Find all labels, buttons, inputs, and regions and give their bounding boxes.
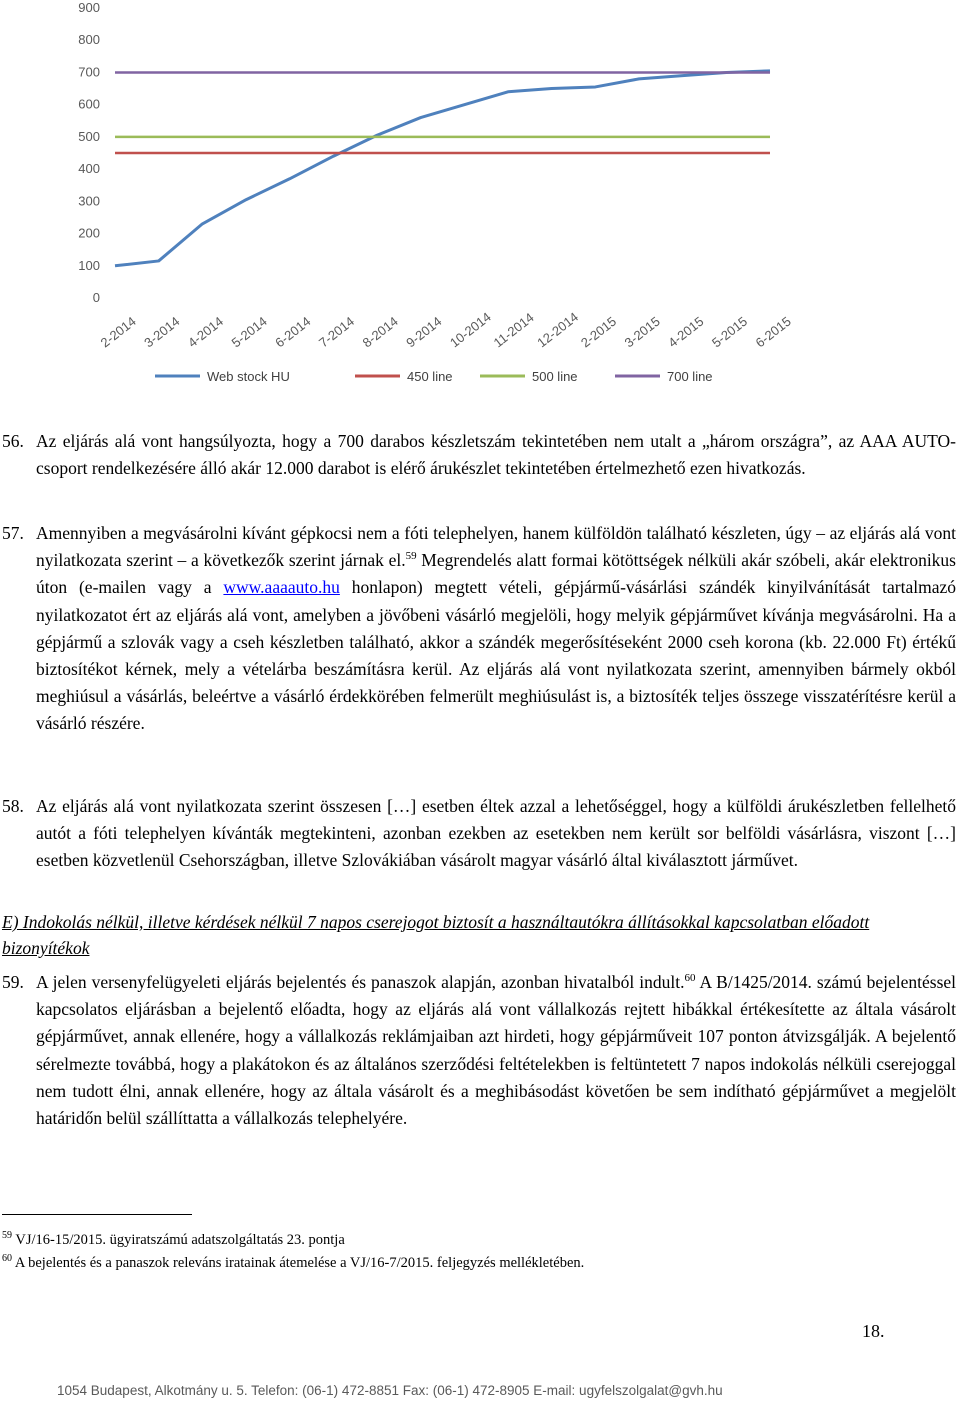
footnote-text: VJ/16-15/2015. ügyiratszámú adatszolgáltatás 23. pontja bbox=[12, 1231, 345, 1248]
paragraph-text: Az eljárás alá vont hangsúlyozta, hogy a 700 darabos készletszám tekintetében nem utalt a „három országra”, az AAA AUTO-csoport rendelkezésére álló akár 12.000 darabot is elérő árukészlet tekintetében értelmezhető ezen hivatkozás. bbox=[36, 431, 956, 479]
y-tick-label: 400 bbox=[78, 161, 100, 177]
paragraph-59 bbox=[2, 969, 957, 1132]
y-tick-label: 900 bbox=[78, 0, 100, 15]
x-tick-label: 8-2014 bbox=[359, 313, 401, 351]
paragraph-58 bbox=[2, 793, 956, 875]
y-tick-label: 800 bbox=[78, 32, 100, 48]
x-tick-label: 3-2014 bbox=[141, 313, 183, 351]
paragraph-text: honlapon) megtett vételi, gépjármű-vásárlási szándék kinyilvánítását tartalmazó nyilatkozatot ért az eljárás alá vont, amelyben a jövőbeni vásárló megjelöli, hogy melyik gépjárművet kívánja megvásárolni. Ha a gépjármű a szlovák vagy a cseh készletben található, akkor a szándék megerősítéseként 2000 cseh korona (kb. 22.000 Ft) értékű biztosítékot kérnek, mely a vételárba beszámításra kerül. Az eljárás alá vont nyilatkozata szerint, amennyiben bármely okból meghiúsul a vásárlás, beleértve a vásárló érdekkörében felmerült meghiúsulást is, a biztosíték teljes összege visszatérítésre kerül a vásárló részére. bbox=[36, 577, 956, 734]
x-tick-label: 4-2014 bbox=[184, 313, 227, 351]
footnote-number: 59 bbox=[2, 1230, 12, 1241]
paragraph-57 bbox=[2, 520, 956, 738]
x-tick-label: 7-2014 bbox=[315, 313, 358, 351]
x-tick-label: 9-2014 bbox=[403, 313, 445, 351]
paragraph-text: Az eljárás alá vont nyilatkozata szerint összesen […] esetben éltek azzal a lehetőséggel, hogy a külföldi árukészletben fellelhető autót a fóti telephelyen kívánták megtekinteni, azonban ezekben az esetekben nem került sor belföldi vásárlásra, viszont […] esetben közvetlenül Csehországban, illetve Szlovákiában vásárolt magyar vásárló által kiválasztott járművet. bbox=[36, 796, 956, 871]
series-line-web-stock-hu bbox=[115, 71, 770, 266]
paragraph-text: Amennyiben a megvásárolni kívánt gépkocsi nem a fóti telephelyen, hanem külföldön található készleten, úgy – az eljárás alá vont nyilatkozata szerint – a következők szerint járnak el. bbox=[36, 523, 956, 571]
legend-label: Web stock HU bbox=[207, 369, 290, 384]
x-tick-label: 4-2015 bbox=[665, 313, 707, 351]
paragraph-number: 59. bbox=[2, 972, 24, 992]
section-heading-e: E) Indokolás nélkül, illetve kérdések nélkül 7 napos cserejogot biztosít a használtautókra állításokkal kapcsolatban előadott bizonyítékok bbox=[2, 912, 870, 958]
paragraph-text: A jelen versenyfelügyeleti eljárás bejelentés és panaszok alapján, azonban hivatalból indult. bbox=[36, 972, 685, 992]
y-tick-label: 300 bbox=[78, 193, 100, 209]
paragraph-number: 58. bbox=[2, 796, 24, 816]
paragraph-number: 57. bbox=[2, 523, 24, 543]
paragraph-number: 56. bbox=[2, 431, 24, 451]
legend-label: 500 line bbox=[532, 369, 578, 384]
y-tick-label: 0 bbox=[92, 290, 100, 305]
footnote-text: A bejelentés és a panaszok releváns iratainak átemelése a VJ/16-7/2015. feljegyzés mellékletében. bbox=[12, 1254, 585, 1271]
footnote-ref-59[interactable]: 59 bbox=[405, 550, 417, 563]
paragraph-text: A B/1425/2014. számú bejelentéssel kapcsolatos eljárásban a bejelentő előadta, hogy az eljárás alá vont vállalkozás rejtett hibákkal értékesítette az általa vásárolt gépjárművet, annak ellenére, hogy a vállalkozás reklámjaiban azt hirdeti, hogy gépjárműveit 107 ponton átvizsgálják. A bejelentő sérelmezte továbbá, hogy a plakátokon és az általános szerződési feltételekben is feltüntetett 7 napos indokolás nélküli cserejoggal nem tudott élni, annak ellenére, hogy az általa vásárolt és a meghibásodást követően be sem indítható gépjárművet a megjelölt határidőn belül szállíttatta a vállalkozás telephelyére. bbox=[36, 972, 957, 1129]
y-tick-label: 600 bbox=[78, 96, 100, 112]
footnote-59 bbox=[2, 1226, 345, 1250]
paragraph-56 bbox=[2, 428, 956, 482]
x-tick-label: 5-2015 bbox=[708, 313, 751, 351]
legend-label: 700 line bbox=[667, 369, 713, 384]
y-tick-label: 200 bbox=[78, 225, 100, 241]
x-tick-label: 6-2015 bbox=[752, 313, 794, 351]
x-tick-label: 12-2014 bbox=[534, 309, 582, 351]
x-tick-label: 2-2014 bbox=[97, 313, 139, 351]
page-number: 18. bbox=[862, 1321, 885, 1341]
x-tick-label: 10-2014 bbox=[446, 309, 494, 351]
paragraph-text: Megrendelés alatt formai kötöttségek nélküli akár szóbeli, akár elektronikus úton (e-mailen vagy a bbox=[36, 550, 956, 598]
x-tick-label: 2-2015 bbox=[577, 313, 620, 351]
footnote-number: 60 bbox=[2, 1253, 12, 1264]
y-tick-label: 500 bbox=[78, 128, 100, 144]
y-tick-label: 700 bbox=[78, 64, 100, 80]
x-tick-label: 6-2014 bbox=[272, 313, 314, 351]
legend-label: 450 line bbox=[407, 369, 453, 384]
x-tick-label: 11-2014 bbox=[490, 309, 537, 351]
footnote-60 bbox=[2, 1249, 584, 1273]
page-footer: 1054 Budapest, Alkotmány u. 5. Telefon: (06-1) 472-8851 Fax: (06-1) 472-8905 E-mail: ugyfelszolgalat@gvh.hu bbox=[57, 1383, 723, 1398]
footnote-divider bbox=[2, 1214, 192, 1215]
stock-line-chart bbox=[60, 0, 794, 395]
footnote-ref-60[interactable]: 60 bbox=[684, 972, 696, 985]
website-link[interactable]: www.aaaauto.hu bbox=[223, 577, 340, 598]
x-tick-label: 5-2014 bbox=[228, 313, 270, 351]
x-tick-label: 3-2015 bbox=[621, 313, 663, 351]
y-tick-label: 100 bbox=[78, 257, 100, 273]
